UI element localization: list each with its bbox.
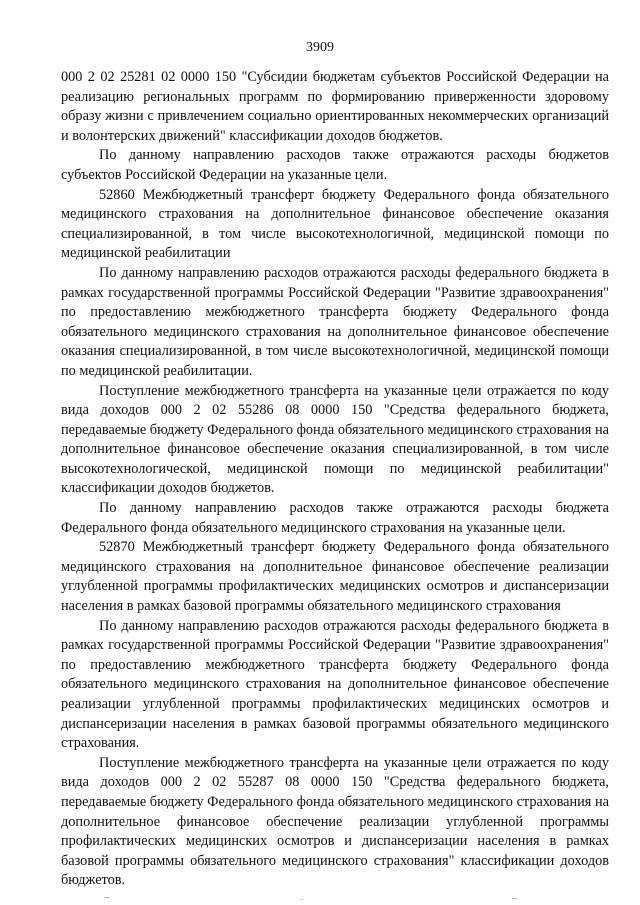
scan-specks (0, 895, 640, 905)
paragraph-52870-income-code: Поступление межбюджетного трансферта на указанные цели отражается по коду вида доходов 000 2 02 55287 08 0000 150 "Средства федерального бюджета, передаваемые бюджету Федерального фонда обязательного медицинского страхования на дополнительное финансовое обеспечение реализации углубленной программы профилактических медицинских осмотров и диспансеризации населения в рамках базовой программы обязательного медицинского страхования" классификации доходов бюджетов. (61, 754, 609, 889)
paragraph-52860-income-code: Поступление межбюджетного трансферта на указанные цели отражается по коду вида доходов 000 2 02 55286 08 0000 150 "Средства федерального бюджета, передаваемые бюджету Федерального фонда обязательного медицинского страхования на дополнительное финансовое обеспечение оказания специализированной, в том числе высокотехнологической, медицинской помощи по медицинской реабилитации" классификации доходов бюджетов. (61, 382, 609, 497)
paragraph-code-25281: 000 2 02 25281 02 0000 150 "Субсидии бюджетам субъектов Российской Федерации на реализацию региональных программ по формированию приверженности здоровому образу жизни с привлечением социально ориентированных некоммерческих организаций и волонтерских движений" классификации доходов бюджетов. (61, 69, 609, 144)
document-body (61, 68, 609, 891)
paragraph-52860-heading: 52860 Межбюджетный трансферт бюджету Федерального фонда обязательного медицинского страхования на дополнительное финансовое обеспечение оказания специализированной, в том числе высокотехнологичной, медицинской помощи по медицинской реабилитации (61, 186, 609, 262)
paragraph-52860-description: По данному направлению расходов отражаются расходы федерального бюджета в рамках государственной программы Российской Федерации "Развитие здравоохранения" по предоставлению межбюджетного трансферта бюджету Федерального фонда обязательного медицинского страхования на дополнительное финансовое обеспечение оказания специализированной, в том числе высокотехнологичной, медицинской помощи по медицинской реабилитации. (61, 264, 609, 379)
paragraph-52860-fund-note: По данному направлению расходов также отражаются расходы бюджета Федерального фонда обязательного медицинского страхования на указанные цели. (61, 500, 609, 536)
paragraph-52870-heading: 52870 Межбюджетный трансферт бюджету Федерального фонда обязательного медицинского страхования на дополнительное финансовое обеспечение реализации углубленной программы профилактических медицинских осмотров и диспансеризации населения в рамках базовой программы обязательного медицинского страхования (61, 539, 609, 615)
page-number: 3909 (306, 40, 334, 55)
paragraph-subject-budgets-note: По данному направлению расходов также отражаются расходы бюджетов субъектов Российской Федерации на указанные цели. (61, 147, 609, 183)
paragraph-52870-description: По данному направлению расходов отражаются расходы федерального бюджета в рамках государственной программы Российской Федерации "Развитие здравоохранения" по предоставлению межбюджетного трансферта бюджету Федерального фонда обязательного медицинского страхования на дополнительное финансовое обеспечение реализации углубленной программы профилактических медицинских осмотров и диспансеризации населения в рамках базовой программы обязательного медицинского страхования. (61, 617, 609, 752)
